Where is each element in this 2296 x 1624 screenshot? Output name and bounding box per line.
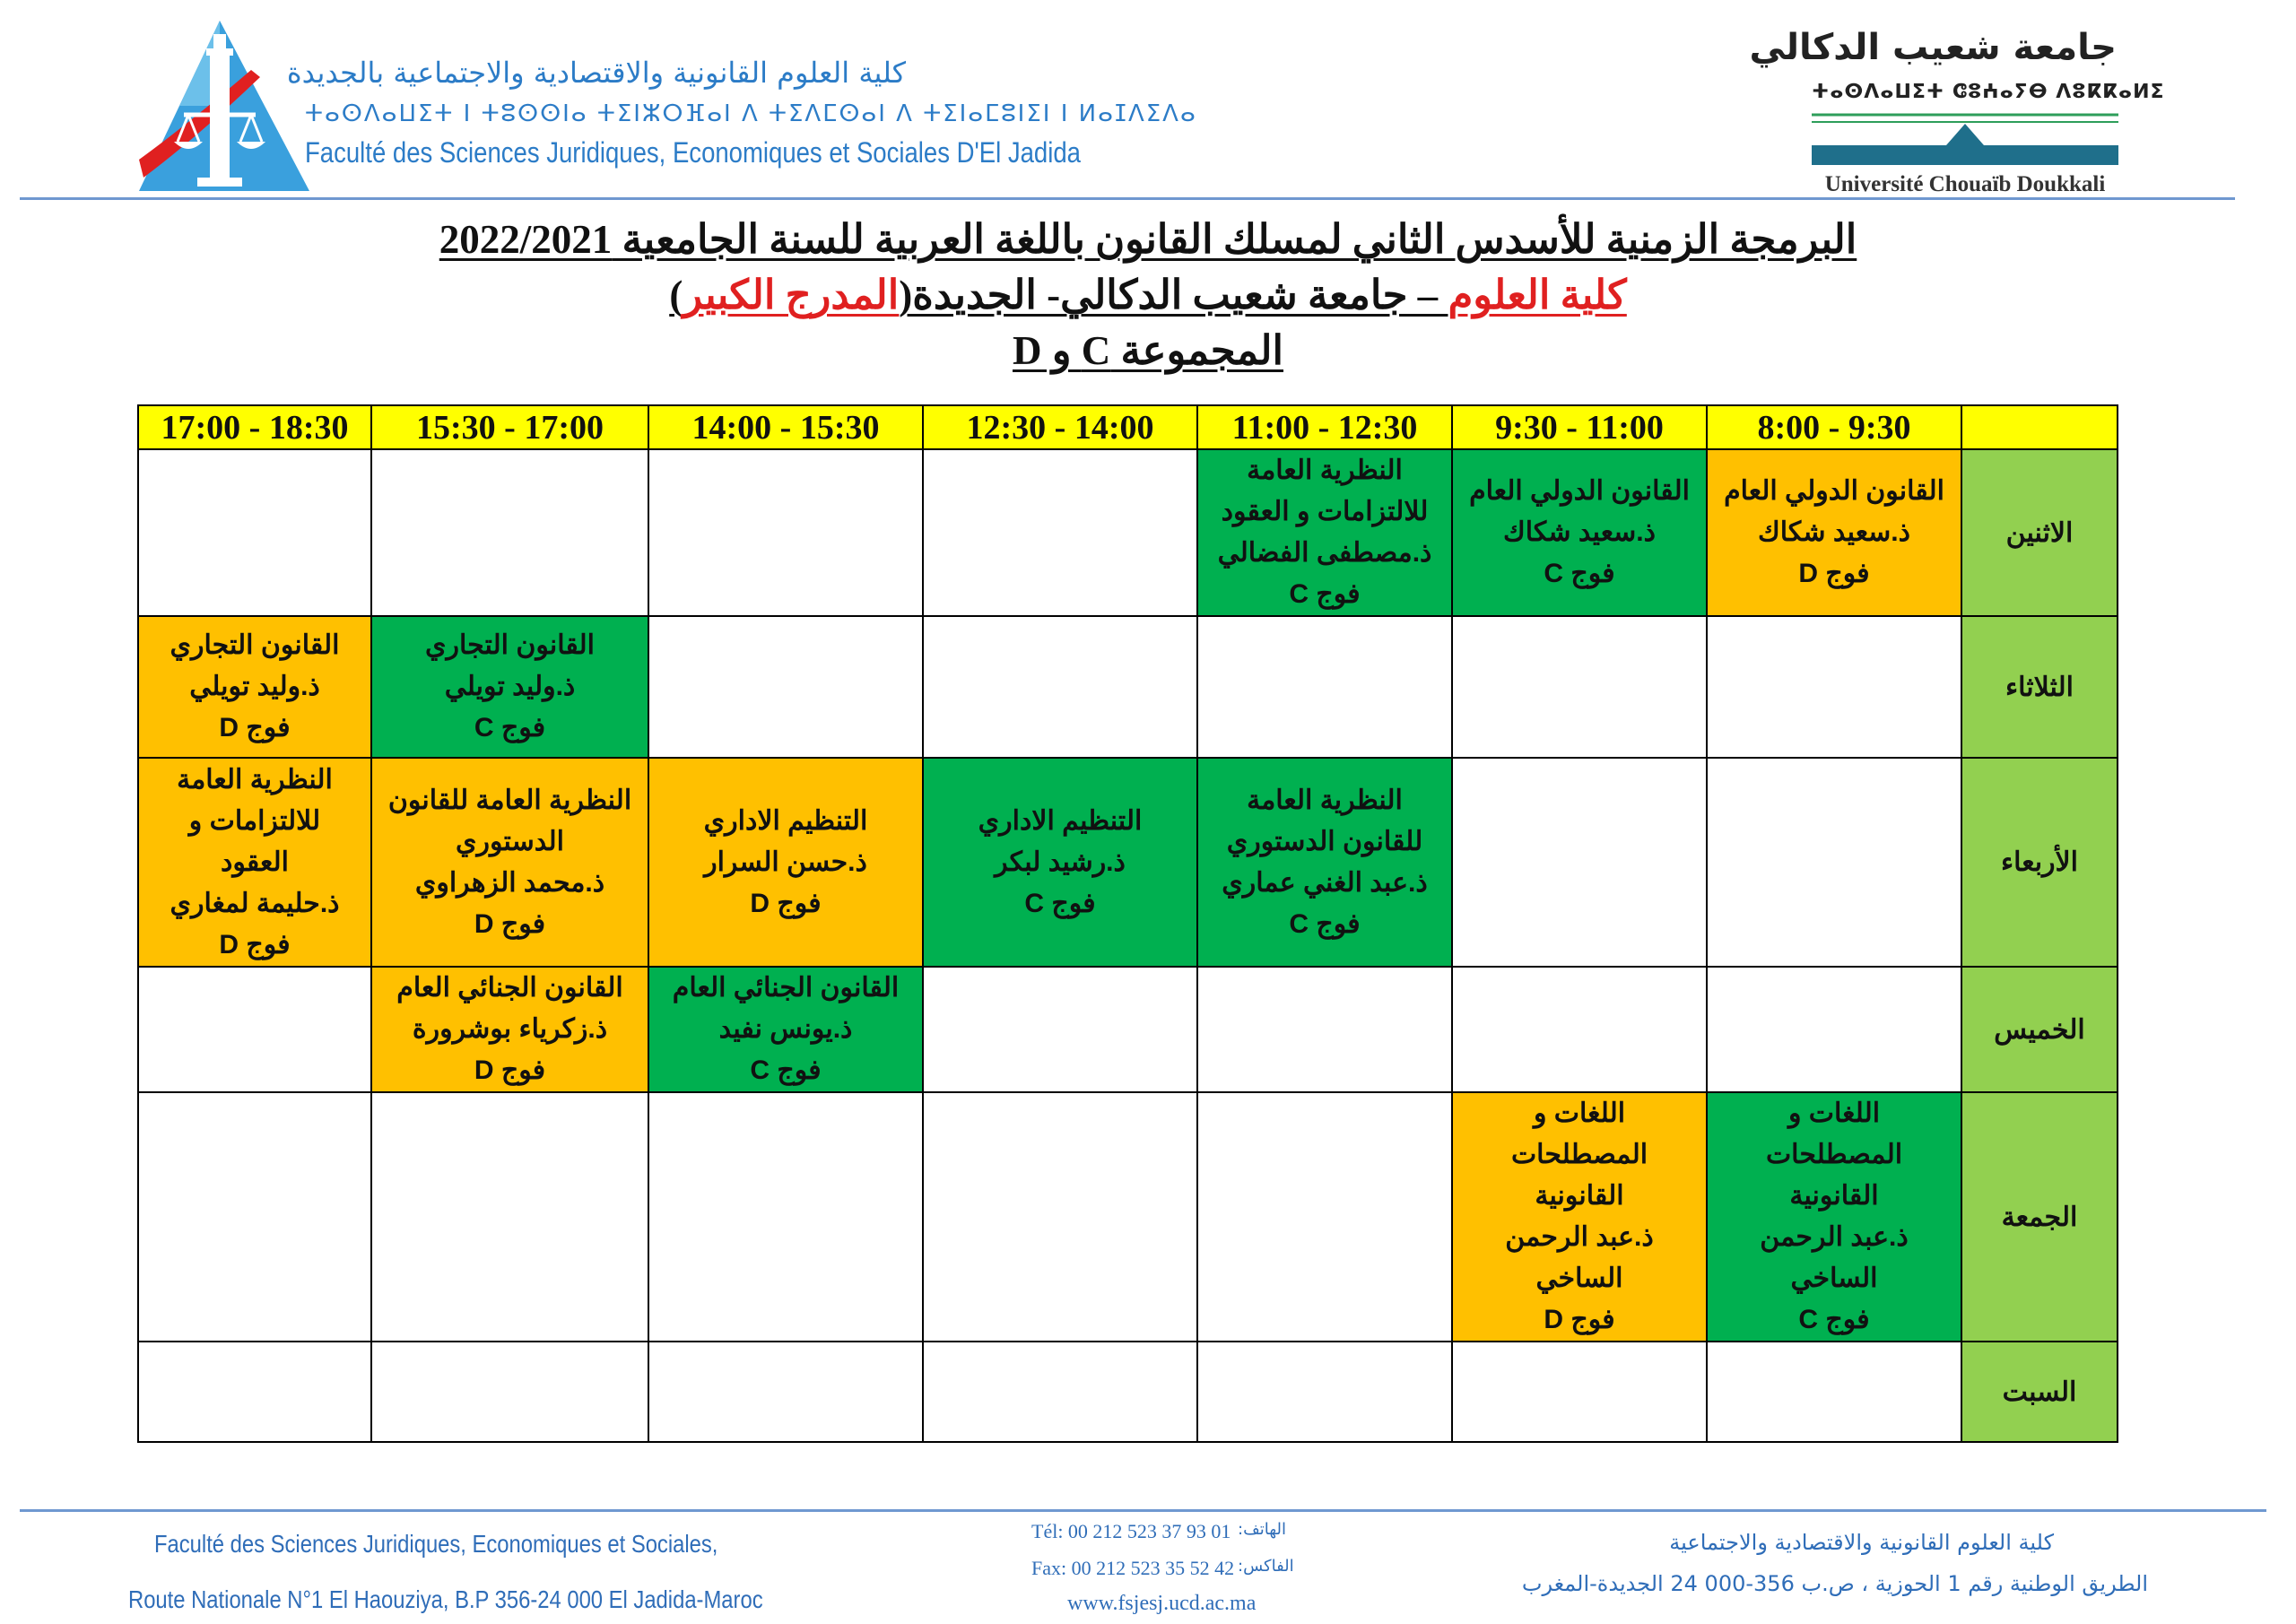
footer-divider [20, 1509, 2266, 1512]
course-name: المصطلحات [1510, 1140, 1648, 1169]
course-cell [923, 758, 1197, 967]
group-title: المجموعة C و D [1012, 328, 1283, 373]
course-group: فوج C [1024, 888, 1096, 918]
course-group: فوج D [219, 713, 291, 743]
empty-cell [1197, 1342, 1452, 1442]
course-group: فوج C [1544, 559, 1615, 588]
course-cell [371, 616, 648, 758]
course-cell [1197, 758, 1452, 967]
course-name: النظرية العامة [1247, 785, 1403, 815]
course-name: القانون التجاري [170, 630, 340, 660]
course-cell [648, 758, 923, 967]
course-cell [1452, 1092, 1707, 1342]
location-university: – جامعة شعيب الدكالي- الجديدة( [899, 273, 1448, 317]
timetable [137, 404, 2118, 1443]
course-group: فوج D [474, 908, 546, 939]
location-hall: المدرج الكبير [683, 273, 900, 317]
empty-cell [138, 1342, 371, 1442]
empty-cell [371, 1342, 648, 1442]
empty-cell [648, 449, 923, 616]
time-slot-header: 14:00 - 12:30 [923, 405, 1197, 449]
course-name: اللغات و [1787, 1099, 1881, 1128]
empty-cell [923, 1092, 1197, 1342]
footer-website-link[interactable]: www.fsjesj.ucd.ac.ma [1067, 1592, 1257, 1615]
faculty-logo [135, 16, 314, 195]
course-group: فوج D [219, 929, 291, 960]
time-slot-header: 15:30 - 14:00 [648, 405, 923, 449]
course-professor: ذ.حليمة لمغاري [170, 888, 340, 918]
course-name: القانونية [1535, 1181, 1624, 1211]
course-cell [138, 616, 371, 758]
course-group: فوج D [750, 888, 822, 918]
time-slot-header: 12:30 - 11:00 [1197, 405, 1452, 449]
course-name: العقود [221, 847, 289, 877]
university-name-ar: جامعة شعيب الدكالي [1749, 27, 2117, 68]
schedule-group [0, 326, 2296, 374]
footer-address-ar: الطريق الوطنية رقم 1 الحوزية ، ص.ب 356-000 24 الجديدة-المغرب [1521, 1571, 2148, 1596]
empty-cell [371, 449, 648, 616]
course-professor: ذ.مصطفى الفضالي [1217, 538, 1432, 568]
empty-cell [1197, 616, 1452, 758]
empty-cell [371, 1092, 648, 1342]
footer-faculty-ar: كلية العلوم القانونية والاقتصادية والاجتماعية [1669, 1530, 2054, 1555]
course-name: التنظيم الاداري [703, 805, 868, 836]
course-professor: ذ.محمد الزهراوي [414, 867, 605, 898]
empty-cell [1707, 1342, 1961, 1442]
empty-cell [1197, 967, 1452, 1092]
faculty-name-tifinagh: ⵜⴰⵙⴷⴰⵡⵉⵜ ⵏ ⵜⵓⵙⵙⵏⴰ ⵜⵉⵏⵣⵔⴼⴰⵏ ⴷ ⵜⵉⴷⵎⵙⴰⵏ ⴷ ⵜⵉⵏⴰⵎⵓⵏⵉⵏ ⵏ ⵍⴰⵊⴷⵉⴷⴰ [305, 100, 1197, 127]
empty-cell [138, 1092, 371, 1342]
course-cell [1707, 1092, 1961, 1342]
empty-cell [923, 1342, 1197, 1442]
course-name: القانون الجنائي العام [672, 973, 900, 1003]
empty-cell [1707, 616, 1961, 758]
faculty-name-ar: كلية العلوم القانونية والاقتصادية والاجتماعية بالجديدة [286, 56, 906, 90]
course-group: فوج D [1798, 559, 1870, 588]
empty-cell [1707, 967, 1961, 1092]
course-name: النظرية العامة للقانون [387, 785, 632, 815]
footer-phone-label-ar: الهاتف: [1238, 1520, 1286, 1539]
footer-address-fr: Route Nationale N°1 El Haouziya, B.P 356-24 000 El Jadida-Maroc [128, 1585, 763, 1613]
course-professor: ذ.سعيد شكاك [1757, 517, 1910, 547]
course-professor: ذ.سعيد شكاك [1502, 517, 1656, 547]
course-group: فوج C [1289, 579, 1361, 609]
course-cell [371, 967, 648, 1092]
footer-fax-label-ar: الفاكس: [1238, 1557, 1294, 1576]
empty-cell [648, 1342, 923, 1442]
university-logo [1812, 106, 2118, 178]
empty-cell [1707, 758, 1961, 967]
course-name: القانون الدولي العام [1724, 476, 1944, 506]
header-corner [1961, 405, 2118, 449]
course-group: فوج D [474, 1055, 546, 1085]
time-header-row [138, 405, 2118, 449]
day-row-monday [138, 449, 2118, 616]
header-divider [20, 197, 2235, 200]
course-cell [1197, 449, 1452, 616]
course-professor: الساخي [1535, 1264, 1623, 1293]
day-row-saturday [138, 1342, 2118, 1442]
empty-cell [1452, 758, 1707, 967]
empty-cell [923, 967, 1197, 1092]
footer-phone: Tél: 00 212 523 37 93 01 [1031, 1520, 1231, 1542]
course-name: للالتزامات و [188, 805, 321, 836]
course-cell [1707, 449, 1961, 616]
course-name: القانون الجنائي العام [396, 973, 623, 1003]
location-faculty: كلية العلوم [1448, 273, 1627, 317]
course-cell [371, 758, 648, 967]
course-group: فوج D [1544, 1305, 1615, 1334]
empty-cell [923, 449, 1197, 616]
day-label: السبت [1961, 1342, 2118, 1442]
empty-cell [1452, 1342, 1707, 1442]
time-slot-header: 9:30 - 8:00 [1707, 405, 1961, 449]
day-label: الثلاثاء [1961, 616, 2118, 758]
course-group: فوج C [474, 713, 546, 743]
course-cell [648, 967, 923, 1092]
empty-cell [648, 616, 923, 758]
course-group: فوج C [1798, 1305, 1870, 1334]
footer-faculty-fr: Faculté des Sciences Juridiques, Economiques et Sociales, [154, 1530, 718, 1558]
empty-cell [1452, 967, 1707, 1092]
location-close: ) [669, 273, 683, 317]
day-label: الخميس [1961, 967, 2118, 1092]
university-name-fr: Université Chouaïb Doukkali [1824, 172, 2106, 196]
course-professor: ذ.عبد الغني عماري [1222, 867, 1428, 898]
time-slot-header: 11:00 - 9:30 [1452, 405, 1707, 449]
course-name: للقانون الدستوري [1226, 826, 1423, 856]
empty-cell [1452, 616, 1707, 758]
empty-cell [648, 1092, 923, 1342]
university-name-tifinagh: ⵜⴰⵙⴷⴰⵡⵉⵜ ⵛⵓⵄⴰⵢⴱ ⴷⵓⴽⴽⴰⵍⵉ [1812, 81, 2165, 103]
course-name: اللغات و [1533, 1099, 1626, 1128]
course-name: التنظيم الاداري [978, 805, 1143, 836]
empty-cell [1197, 1092, 1452, 1342]
course-name: القانون الدولي العام [1469, 476, 1690, 506]
course-name: المصطلحات [1765, 1140, 1903, 1169]
course-name: القانون التجاري [424, 630, 595, 660]
course-professor: ذ.رشيد لبكر [995, 847, 1126, 877]
course-professor: ذ.زكرياء بوشرورة [412, 1014, 608, 1044]
course-name: النظرية العامة [1247, 456, 1403, 485]
course-professor: ذ.حسن السرار [704, 847, 867, 877]
schedule-title-text: البرمجة الزمنية للأسدس الثاني لمسلك القانون باللغة العربية للسنة الجامعية 2022/2021 [439, 217, 1857, 262]
footer-fax: Fax: 00 212 523 35 52 42 [1031, 1557, 1235, 1579]
course-name: الدستوري [456, 826, 564, 856]
schedule-location [0, 271, 2296, 318]
course-professor: ذ.يونس نفيد [718, 1014, 853, 1044]
day-label: الأربعاء [1961, 758, 2118, 967]
course-name: النظرية العامة [177, 764, 333, 795]
day-label: الاثنين [1961, 449, 2118, 616]
empty-cell [138, 449, 371, 616]
course-professor: الساخي [1790, 1264, 1878, 1293]
time-slot-header: 18:30 - 17:00 [138, 405, 371, 449]
day-label: الجمعة [1961, 1092, 2118, 1342]
course-group: فوج C [750, 1055, 822, 1085]
faculty-name-fr: Faculté des Sciences Juridiques, Economiques et Sociales D'El Jadida [305, 136, 1081, 169]
schedule-title [0, 215, 2296, 263]
empty-cell [923, 616, 1197, 758]
day-row-wednesday [138, 758, 2118, 967]
course-cell [138, 758, 371, 967]
time-slot-header: 17:00 - 15:30 [371, 405, 648, 449]
day-row-tuesday [138, 616, 2118, 758]
course-professor: ذ.عبد الرحمن [1760, 1222, 1909, 1252]
empty-cell [138, 967, 371, 1092]
course-professor: ذ.وليد تويلي [444, 672, 576, 701]
day-row-thursday [138, 967, 2118, 1092]
course-professor: ذ.وليد تويلي [189, 672, 320, 701]
course-professor: ذ.عبد الرحمن [1505, 1222, 1654, 1252]
course-cell [1452, 449, 1707, 616]
day-row-friday [138, 1092, 2118, 1342]
course-name: القانونية [1789, 1181, 1879, 1211]
course-name: للالتزامات و العقود [1221, 497, 1429, 526]
course-group: فوج C [1289, 908, 1361, 939]
